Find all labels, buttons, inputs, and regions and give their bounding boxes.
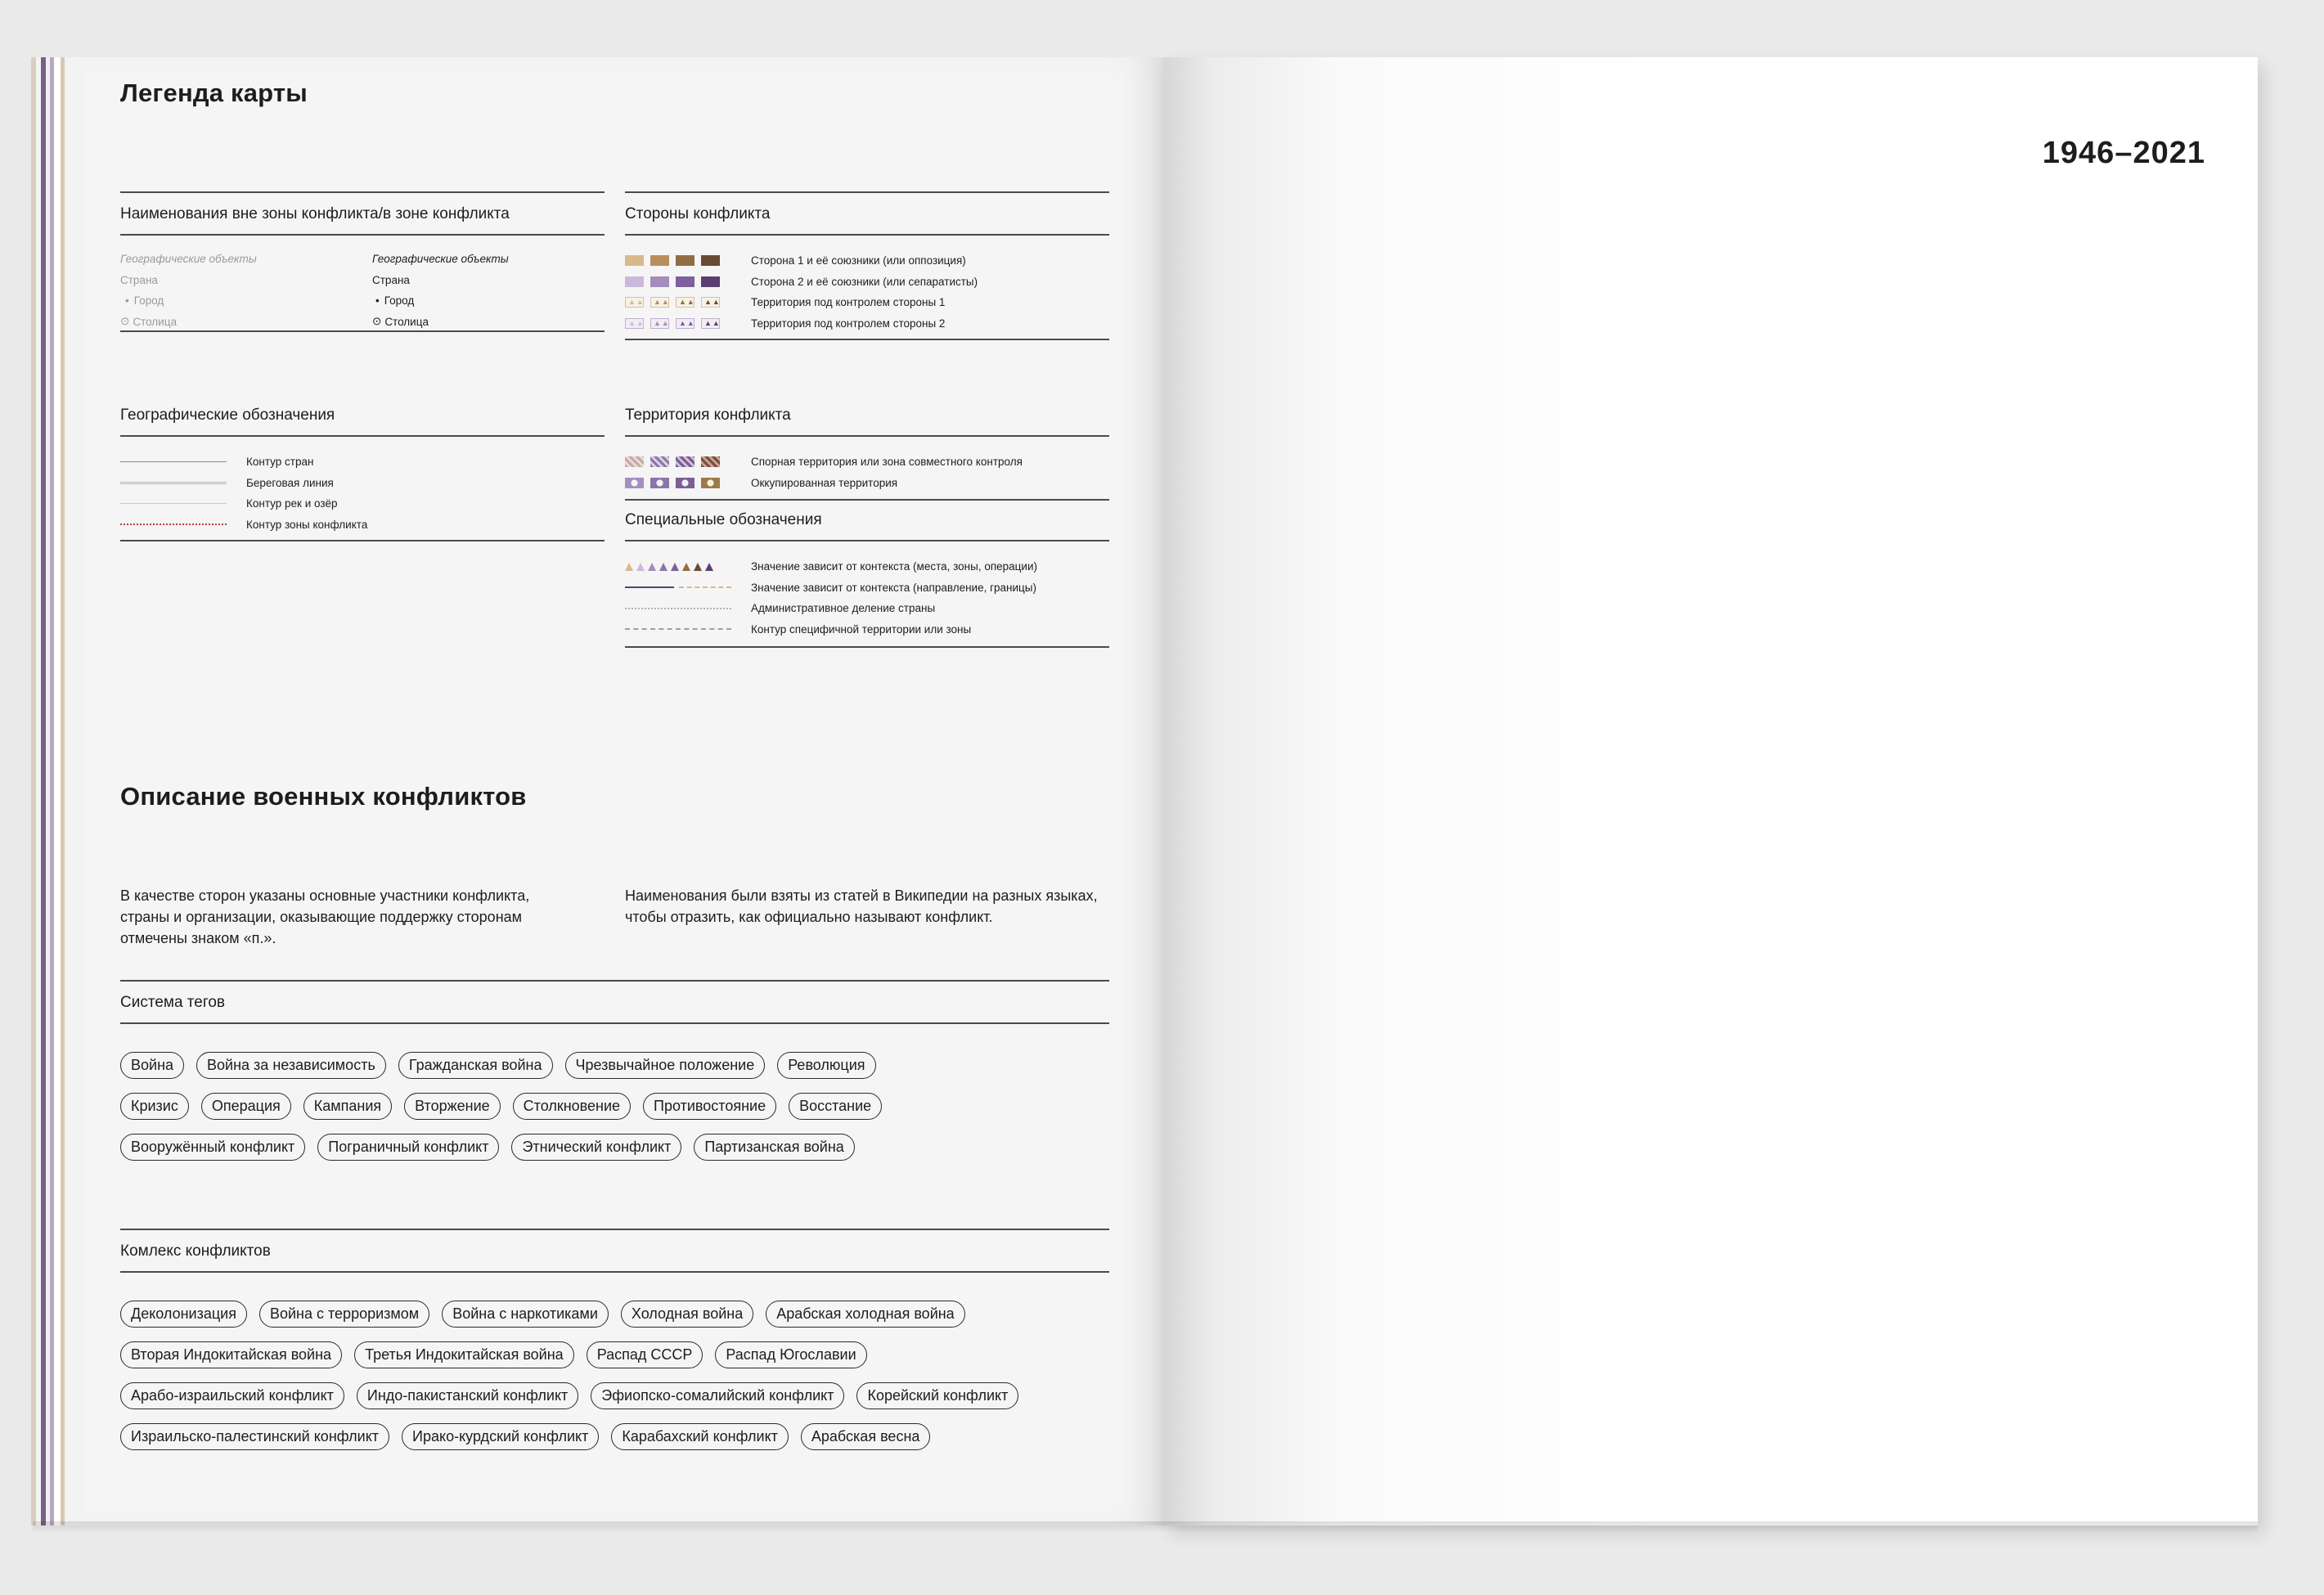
- capital-icon: ⊙: [372, 315, 382, 328]
- legend-geo-section: [120, 394, 605, 541]
- right-page: [1163, 57, 2258, 1525]
- legend-geo-title: Географические обозначения: [120, 394, 605, 437]
- capital-inside: Столица: [384, 315, 429, 328]
- river-line-icon: [120, 503, 227, 504]
- tag-chip[interactable]: Вторжение: [404, 1093, 501, 1120]
- tags-section: [120, 980, 1109, 1024]
- description-left-paragraph: В качестве сторон указаны основные участники конфликта, страны и организации, оказывающие поддержку сторонам отмечены знаком «п.».: [120, 887, 530, 946]
- context-triangles-icon: [625, 563, 731, 571]
- country-inside: Страна: [372, 273, 410, 286]
- tag-chip[interactable]: Этнический конфликт: [511, 1134, 681, 1161]
- geo-objects-inside: Географические объекты: [372, 253, 509, 266]
- special-item-label: Значение зависит от контекста (места, зоны, операции): [751, 560, 1037, 573]
- capital-outside: Столица: [133, 315, 177, 328]
- geo-item-label: Контур рек и озёр: [246, 497, 338, 510]
- complex-chip[interactable]: Арабская весна: [801, 1423, 931, 1450]
- city-outside: Город: [133, 294, 164, 308]
- tags-list: [120, 1052, 1102, 1175]
- complex-chip[interactable]: Ирако-курдский конфликт: [402, 1423, 599, 1450]
- legend-territory-section: [625, 394, 1109, 501]
- side1-control-swatches: ▲▲ ▲▲ ▲▲ ▲▲: [625, 297, 751, 308]
- tags-row: [120, 1093, 1102, 1120]
- special-item-label: Значение зависит от контекста (направление, границы): [751, 581, 1036, 594]
- legend-names-section: [120, 191, 605, 332]
- legend-special-title: Специальные обозначения: [625, 499, 1109, 541]
- complex-chip[interactable]: Арабо-израильский конфликт: [120, 1382, 344, 1409]
- side2-swatches: [625, 276, 751, 287]
- side1-swatches: [625, 255, 751, 266]
- coastline-icon: [120, 482, 227, 484]
- names-outside-column: [120, 249, 372, 330]
- complex-title: Комлекс конфликтов: [120, 1229, 1109, 1273]
- complex-chip[interactable]: Распад СССР: [587, 1341, 703, 1368]
- disputed-swatches: [625, 456, 751, 467]
- complex-chip[interactable]: Израильско-палестинский конфликт: [120, 1423, 389, 1450]
- tag-chip[interactable]: Противостояние: [643, 1093, 776, 1120]
- description-title: Описание военных конфликтов: [120, 782, 527, 811]
- tag-chip[interactable]: Восстание: [789, 1093, 882, 1120]
- geo-item-label: Контур зоны конфликта: [246, 518, 368, 531]
- direction-lines-icon: [625, 586, 731, 588]
- complex-chip[interactable]: Индо-пакистанский конфликт: [357, 1382, 578, 1409]
- complex-chip[interactable]: Корейский конфликт: [856, 1382, 1018, 1409]
- complex-row: [120, 1423, 1102, 1450]
- complex-chip[interactable]: Холодная война: [621, 1301, 753, 1328]
- tag-chip[interactable]: Столкновение: [513, 1093, 631, 1120]
- complex-chip[interactable]: Вторая Индокитайская война: [120, 1341, 342, 1368]
- tags-row: [120, 1134, 1102, 1161]
- tag-chip[interactable]: Война: [120, 1052, 184, 1079]
- tag-chip[interactable]: Партизанская война: [694, 1134, 854, 1161]
- sides-item-label: Сторона 2 и её союзники (или сепаратисты): [751, 275, 978, 288]
- geo-objects-outside: Географические объекты: [120, 253, 257, 266]
- city-inside: Город: [384, 294, 415, 308]
- tag-chip[interactable]: Вооружённый конфликт: [120, 1134, 305, 1161]
- legend-special-section: [625, 499, 1109, 648]
- complex-chip[interactable]: Карабахский конфликт: [611, 1423, 789, 1450]
- complex-section: [120, 1229, 1109, 1273]
- country-outside: Страна: [120, 273, 158, 286]
- specific-territory-line-icon: [625, 628, 731, 630]
- complex-row: [120, 1301, 1102, 1328]
- conflict-zone-line-icon: [120, 523, 227, 525]
- description-right-paragraph: Наименования были взяты из статей в Википедии на разных языках, чтобы отразить, как официально называют конфликт.: [625, 887, 1098, 925]
- sides-item-label: Территория под контролем стороны 1: [751, 296, 946, 309]
- names-inside-column: [372, 249, 509, 330]
- tag-chip[interactable]: Чрезвычайное положение: [565, 1052, 766, 1079]
- country-border-line-icon: [120, 461, 227, 462]
- legend-sides-title: Стороны конфликта: [625, 191, 1109, 236]
- tag-chip[interactable]: Операция: [201, 1093, 291, 1120]
- complex-chip[interactable]: Эфиопско-сомалийский конфликт: [591, 1382, 844, 1409]
- complex-chip[interactable]: Третья Индокитайская война: [354, 1341, 574, 1368]
- side2-control-swatches: ▲▲ ▲▲ ▲▲ ▲▲: [625, 318, 751, 329]
- left-page: [83, 57, 1163, 1525]
- special-item-label: Контур специфичной территории или зоны: [751, 622, 972, 636]
- tags-title: Система тегов: [120, 980, 1109, 1024]
- territory-item-label: Спорная территория или зона совместного контроля: [751, 456, 1023, 469]
- geo-item-label: Контур стран: [246, 456, 314, 469]
- sides-item-label: Территория под контролем стороны 2: [751, 317, 946, 330]
- legend-names-title: Наименования вне зоны конфликта/в зоне конфликта: [120, 191, 605, 236]
- tag-chip[interactable]: Пограничный конфликт: [317, 1134, 499, 1161]
- tag-chip[interactable]: Революция: [777, 1052, 875, 1079]
- city-dot-icon: •: [375, 294, 380, 308]
- spine-stripes: [31, 57, 85, 1525]
- year-range: 1946–2021: [2042, 136, 2205, 170]
- tags-row: [120, 1052, 1102, 1079]
- sides-item-label: Сторона 1 и её союзники (или оппозиция): [751, 254, 966, 267]
- admin-division-line-icon: [625, 608, 731, 609]
- complex-row: [120, 1341, 1102, 1368]
- complex-list: [120, 1301, 1102, 1464]
- capital-icon: ⊙: [120, 315, 130, 328]
- legend-sides-section: [625, 191, 1109, 340]
- tag-chip[interactable]: Гражданская война: [398, 1052, 553, 1079]
- tag-chip[interactable]: Война за независимость: [196, 1052, 386, 1079]
- complex-chip[interactable]: Арабская холодная война: [766, 1301, 964, 1328]
- city-dot-icon: •: [125, 294, 129, 308]
- special-item-label: Административное деление страны: [751, 602, 936, 615]
- complex-chip[interactable]: Распад Югославии: [715, 1341, 866, 1368]
- complex-chip[interactable]: Война с терроризмом: [259, 1301, 429, 1328]
- tag-chip[interactable]: Кампания: [303, 1093, 392, 1120]
- tag-chip[interactable]: Кризис: [120, 1093, 189, 1120]
- complex-chip[interactable]: Война с наркотиками: [442, 1301, 609, 1328]
- complex-chip[interactable]: Деколонизация: [120, 1301, 247, 1328]
- geo-item-label: Береговая линия: [246, 476, 334, 489]
- legend-territory-title: Территория конфликта: [625, 394, 1109, 437]
- book-shadow: [33, 1521, 2258, 1533]
- territory-item-label: Оккупированная территория: [751, 476, 898, 489]
- page-title: Легенда карты: [120, 79, 308, 107]
- occupied-swatches: [625, 478, 751, 488]
- complex-row: [120, 1382, 1102, 1409]
